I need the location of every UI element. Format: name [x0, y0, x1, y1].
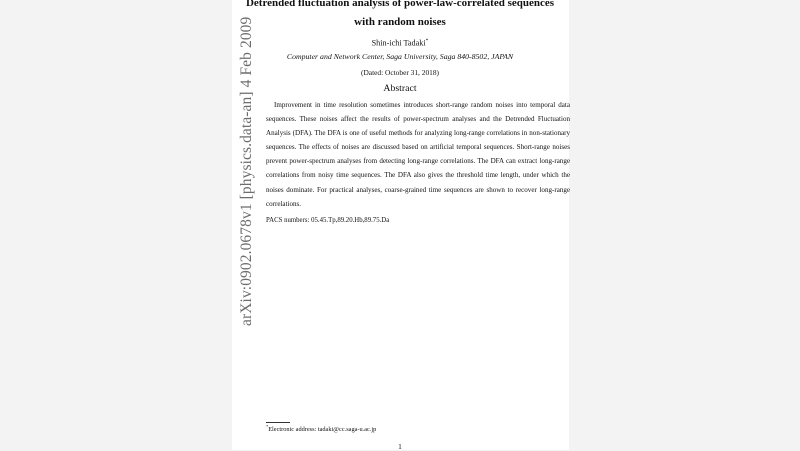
page-number: 1: [398, 442, 402, 451]
pacs-numbers: PACS numbers: 05.45.Tp,89.20.Hb,89.75.Da: [266, 217, 390, 224]
arxiv-stamp: arXiv:0902.0678v1 [physics.data-an] 4 Feb 2009: [238, 16, 255, 326]
affiliation: Computer and Network Center, Saga University, Saga 840-8502, JAPAN: [286, 52, 514, 61]
author-footnote-mark: *: [425, 38, 429, 44]
footnote: [266, 424, 376, 433]
abstract-heading: Abstract: [383, 83, 417, 94]
footnote-mark: *: [266, 424, 269, 429]
dated-line: (Dated: October 31, 2018): [361, 68, 439, 77]
author-line: [230, 38, 570, 48]
footnote-text: Electronic address: tadaki@cc.saga-u.ac.jp: [268, 426, 377, 434]
paper-title: [230, 0, 570, 32]
title-line-1: Detrended fluctuation analysis of power-law-correlated sequences: [245, 0, 555, 9]
author-name: Shin-ichi Tadaki: [371, 38, 426, 48]
title-line-2: with random noises: [354, 16, 446, 28]
abstract-body: Improvement in time resolution sometimes introduces short-range random noises into temporal data sequences. These noises affect the results of power-spectrum analyses and the Detrended Fluctuation Analysis (DFA). The DFA is one of useful methods for analyzing long-range correlations in non-stationary sequences. The effects of noises are discussed based on artificial temporal sequences. Short-range noises prevent power-spectrum analyses from detecting long-range correlations. The DFA can extract long-range correlations from noisy time sequences. The DFA also gives the threshold time length, under which the noises dominate. For practical analyses, coarse-grained time sequences are shown to recover long-range correlations.: [266, 101, 570, 208]
footnote-rule: [266, 422, 290, 423]
